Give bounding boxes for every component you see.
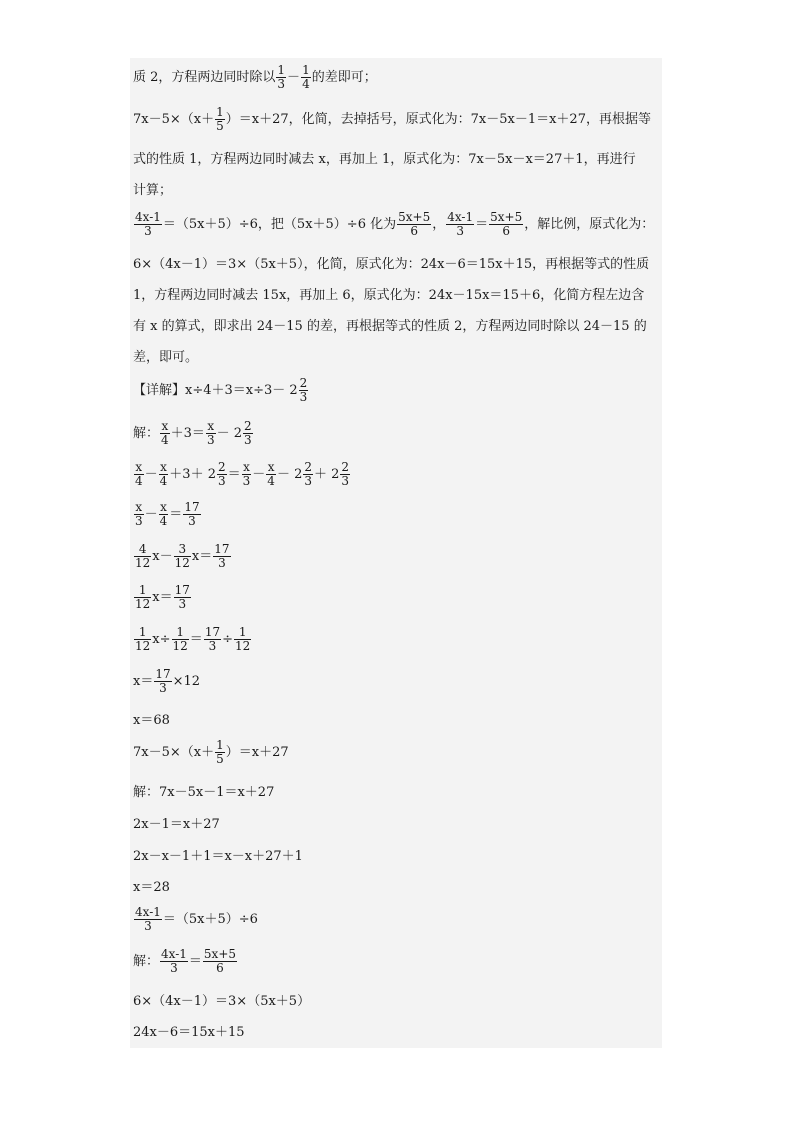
equation-line-2 [133, 739, 289, 766]
fraction: $\frac{4x-1}{3}$ [135, 210, 161, 238]
text-run: ＝ [169, 507, 183, 522]
text-run: x－ [152, 549, 173, 564]
text-run: 解： [133, 426, 160, 441]
fraction: $\frac{17}{3}$ [214, 542, 230, 570]
fraction: $\frac{1}{12}$ [235, 625, 251, 653]
analysis-line-1 [133, 64, 377, 91]
text-run: 质 2，方程两边同时除以 [133, 70, 276, 85]
fraction: $\frac{4x-1}{3}$ [135, 905, 161, 933]
text-run: ＝ [475, 217, 489, 232]
fraction: $\frac{4x-1}{3}$ [447, 210, 474, 238]
fraction: $\frac{1}{4}$ [302, 63, 310, 91]
fraction: $\frac{x}{4}$ [159, 500, 168, 528]
text-run: ＋3＋ 2 [169, 467, 216, 482]
fraction: $\frac{1}{12}$ [135, 583, 151, 611]
text-run: ＝ [189, 632, 203, 647]
step-line-1 [133, 420, 254, 447]
fraction: $\frac{5x+5}{6}$ [398, 210, 431, 238]
step-line-9: 2x－1＝x＋27 [133, 817, 220, 832]
fraction: $\frac{x}{4}$ [267, 460, 275, 488]
step-line-4 [133, 543, 232, 570]
text-run: 7x－5×（x＋ [133, 112, 215, 127]
text-run: ＝ [188, 954, 202, 969]
text-run: ＋3＝ [170, 426, 205, 441]
text-run: 的差即可； [311, 70, 377, 85]
analysis-line-8: 有 x 的算式，即求出 24－15 的差，再根据等式的性质 2，方程两边同时除以 24－15 的 [133, 319, 647, 334]
text-run: ）＝x＋27 [225, 745, 289, 760]
text-run: ×12 [172, 674, 201, 689]
equation-line-3 [133, 906, 258, 933]
analysis-line-7: 1，方程两边同时减去 15x，再加上 6，原式化为：24x－15x＝15＋6，化简方程左边含 [133, 288, 645, 303]
answer-line-1: x＝68 [133, 713, 170, 728]
fraction: $\frac{x}{4}$ [161, 419, 169, 447]
fraction: $\frac{3}{12}$ [174, 542, 190, 570]
fraction: $\frac{17}{3}$ [204, 625, 221, 653]
fraction: $\frac{17}{3}$ [174, 583, 190, 611]
fraction: $\frac{1}{12}$ [172, 625, 188, 653]
text-run: － [252, 467, 266, 482]
text-run: － [144, 467, 158, 482]
step-line-11 [133, 948, 238, 975]
step-line-7 [133, 668, 200, 695]
text-run: 解： [133, 954, 160, 969]
text-run: 【详解】x÷4＋3＝x÷3－ 2 [133, 383, 298, 398]
text-run: x＝ [133, 674, 154, 689]
text-run: ＝（5x＋5）÷6 [162, 912, 258, 927]
fraction: $\frac{5x+5}{6}$ [490, 210, 523, 238]
fraction: $\frac{1}{3}$ [277, 63, 286, 91]
analysis-line-5 [133, 211, 654, 238]
text-run: ，解比例，原式化为： [524, 217, 655, 232]
solution-heading-line [133, 377, 309, 404]
text-run: － 2 [276, 467, 303, 482]
step-line-3 [133, 501, 202, 528]
text-run: ＋ 2 [313, 467, 340, 482]
fraction: $\frac{1}{5}$ [216, 105, 224, 133]
fraction: $\frac{17}{3}$ [155, 667, 171, 695]
fraction: $\frac{17}{3}$ [184, 500, 200, 528]
text-run: x÷ [152, 632, 171, 647]
text-run: ＝（5x＋5）÷6，把（5x＋5）÷6 化为 [162, 217, 397, 232]
fraction: $\frac{1}{5}$ [216, 738, 224, 766]
fraction: $\frac{2}{3}$ [299, 376, 308, 404]
fraction: $\frac{x}{4}$ [135, 460, 143, 488]
fraction: $\frac{x}{4}$ [159, 460, 168, 488]
step-line-13: 24x－6＝15x＋15 [133, 1025, 245, 1040]
text-run: ÷ [222, 632, 233, 647]
step-line-12: 6×（4x－1）＝3×（5x＋5） [133, 994, 311, 1009]
fraction: $\frac{x}{3}$ [135, 500, 143, 528]
step-line-2 [133, 461, 351, 488]
analysis-line-2 [133, 106, 651, 133]
text-run: 7x－5×（x＋ [133, 745, 215, 760]
text-run: － [287, 70, 301, 85]
fraction: $\frac{2}{3}$ [243, 419, 252, 447]
fraction: $\frac{x}{3}$ [242, 460, 251, 488]
text-run: x＝ [152, 590, 173, 605]
text-run: x＝ [191, 549, 213, 564]
fraction: $\frac{5x+5}{6}$ [203, 947, 237, 975]
fraction: $\frac{2}{3}$ [217, 460, 226, 488]
fraction: $\frac{2}{3}$ [304, 460, 312, 488]
analysis-line-6: 6×（4x－1）＝3×（5x＋5），化简，原式化为：24x－6＝15x＋15，再根据等式的性质 [133, 257, 650, 272]
fraction: $\frac{2}{3}$ [341, 460, 350, 488]
step-line-5 [133, 584, 192, 611]
text-run: ， [432, 217, 446, 232]
analysis-line-3: 式的性质 1，方程两边同时减去 x，再加上 1，原式化为：7x－5x－x＝27＋1，再进行 [133, 152, 636, 167]
text-run: ）＝x＋27，化简，去掉括号，原式化为：7x－5x－1＝x＋27，再根据等 [225, 112, 651, 127]
step-line-6 [133, 626, 252, 653]
fraction: $\frac{x}{3}$ [206, 419, 215, 447]
fraction: $\frac{4x-1}{3}$ [161, 947, 187, 975]
fraction: $\frac{4}{12}$ [135, 542, 151, 570]
analysis-line-9: 差，即可。 [133, 350, 199, 365]
step-line-10: 2x－x－1＋1＝x－x＋27＋1 [133, 849, 303, 864]
analysis-line-4: 计算； [133, 183, 173, 198]
text-run: ＝ [227, 467, 241, 482]
text-run: － [144, 507, 158, 522]
answer-line-2: x＝28 [133, 880, 170, 895]
step-line-8: 解：7x－5x－1＝x＋27 [133, 785, 275, 800]
text-run: － 2 [216, 426, 242, 441]
fraction: $\frac{1}{12}$ [135, 625, 151, 653]
